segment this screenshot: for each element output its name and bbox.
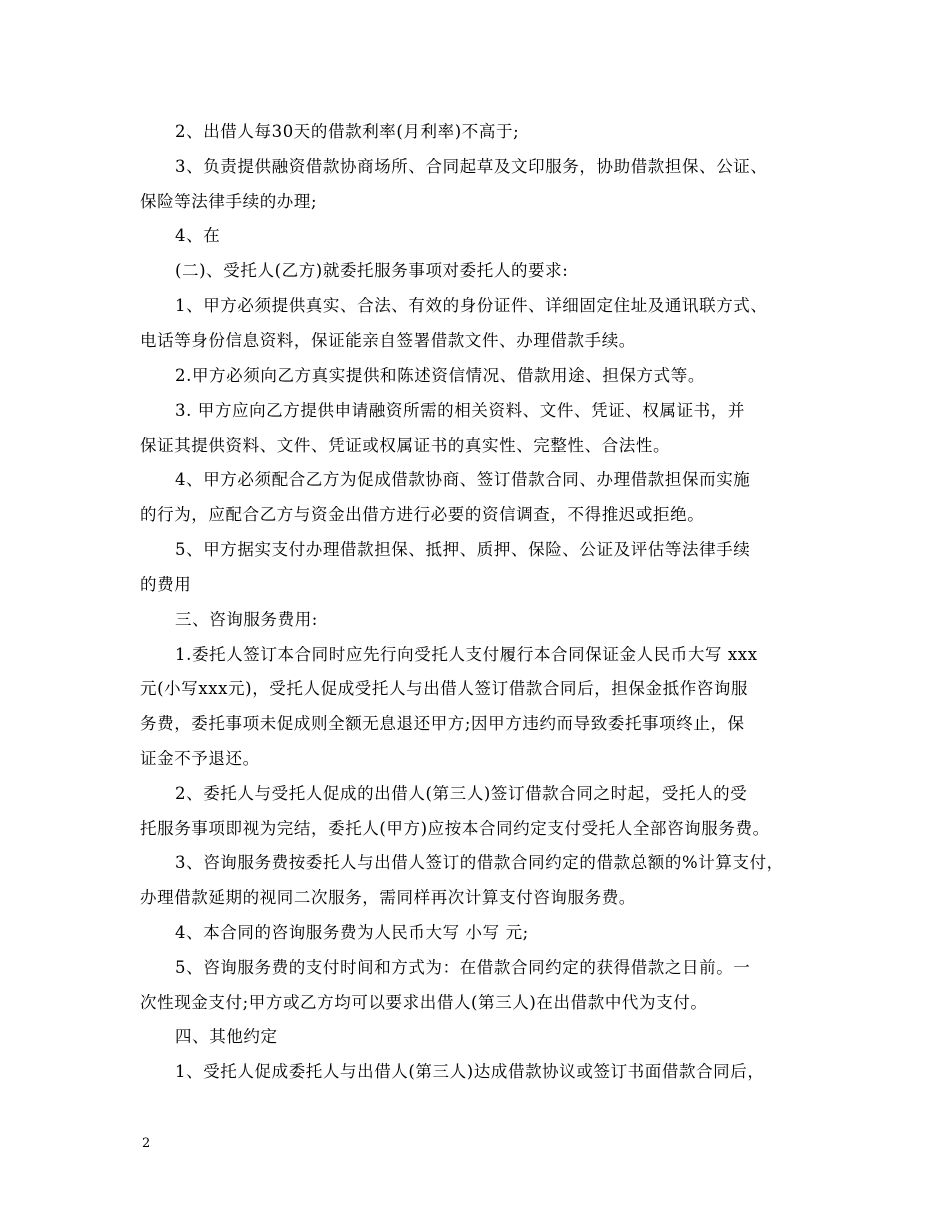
text-line: 次性现金支付;甲方或乙方均可以要求出借人(第三人)在出借款中代为支付。 [140, 993, 708, 1012]
text-line: 1、受托人促成委托人与出借人(第三人)达成借款协议或签订书面借款合同后， [175, 1062, 765, 1081]
text-line: 4、本合同的咨询服务费为人民币大写 小写 元; [175, 923, 529, 942]
text-line: 托服务事项即视为完结，委托人(甲方)应按本合同约定支付受托人全部咨询服务费。 [140, 819, 770, 838]
text-line: 电话等身份信息资料，保证能亲自签署借款文件、办理借款手续。 [140, 331, 636, 350]
text-line: 5、咨询服务费的支付时间和方式为：在借款合同约定的获得借款之日前。一 [175, 958, 751, 977]
text-line: 的费用 [140, 575, 192, 594]
text-line: 2.甲方必须向乙方真实提供和陈述资信情况、借款用途、担保方式等。 [175, 366, 705, 385]
page-number: 2 [142, 1136, 151, 1151]
text-line: 1.委托人签订本合同时应先行向受托人支付履行本合同保证金人民币大写 xxx [175, 645, 758, 664]
text-line: 1、甲方必须提供真实、合法、有效的身份证件、详细固定住址及通讯联方式、 [175, 296, 768, 315]
text-line: 证金不予退还。 [140, 749, 260, 768]
text-line: 2、委托人与受托人促成的出借人(第三人)签订借款合同之时起，受托人的受 [175, 784, 748, 803]
text-line: 保险等法律手续的办理; [140, 192, 318, 211]
text-line: 4、甲方必须配合乙方为促成借款协商、签订借款合同、办理借款担保而实施 [175, 470, 751, 489]
text-line: 5、甲方据实支付办理借款担保、抵押、质押、保险、公证及评估等法律手续 [175, 540, 751, 559]
section-heading: (二)、受托人(乙方)就委托服务事项对委托人的要求: [175, 261, 569, 280]
text-line: 务费，委托事项未促成则全额无息退还甲方;因甲方违约而导致委托事项终止，保 [140, 714, 745, 733]
text-line: 3、咨询服务费按委托人与出借人签订的借款合同约定的借款总额的%计算支付， [175, 853, 784, 872]
text-line: 4、在 [175, 226, 221, 245]
section-heading: 四、其他约定 [175, 1027, 278, 1046]
text-line: 的行为，应配合乙方与资金出借方进行必要的资信调查，不得推迟或拒绝。 [140, 505, 705, 524]
text-line: 3. 甲方应向乙方提供申请融资所需的相关资料、文件、凭证、权属证书，并 [175, 401, 745, 420]
text-line: 办理借款延期的视同二次服务，需同样再次计算支付咨询服务费。 [140, 888, 636, 907]
text-line: 元(小写xxx元)，受托人促成受托人与出借人签订借款合同后，担保金抵作咨询服 [140, 679, 749, 698]
text-line: 2、出借人每30天的借款利率(月利率)不高于; [175, 122, 520, 141]
text-line: 保证其提供资料、文件、凭证或权属证书的真实性、完整性、合法性。 [140, 436, 671, 455]
section-heading: 三、咨询服务费用: [175, 610, 318, 629]
text-line: 3、负责提供融资借款协商场所、合同起草及文印服务，协助借款担保、公证、 [175, 157, 768, 176]
